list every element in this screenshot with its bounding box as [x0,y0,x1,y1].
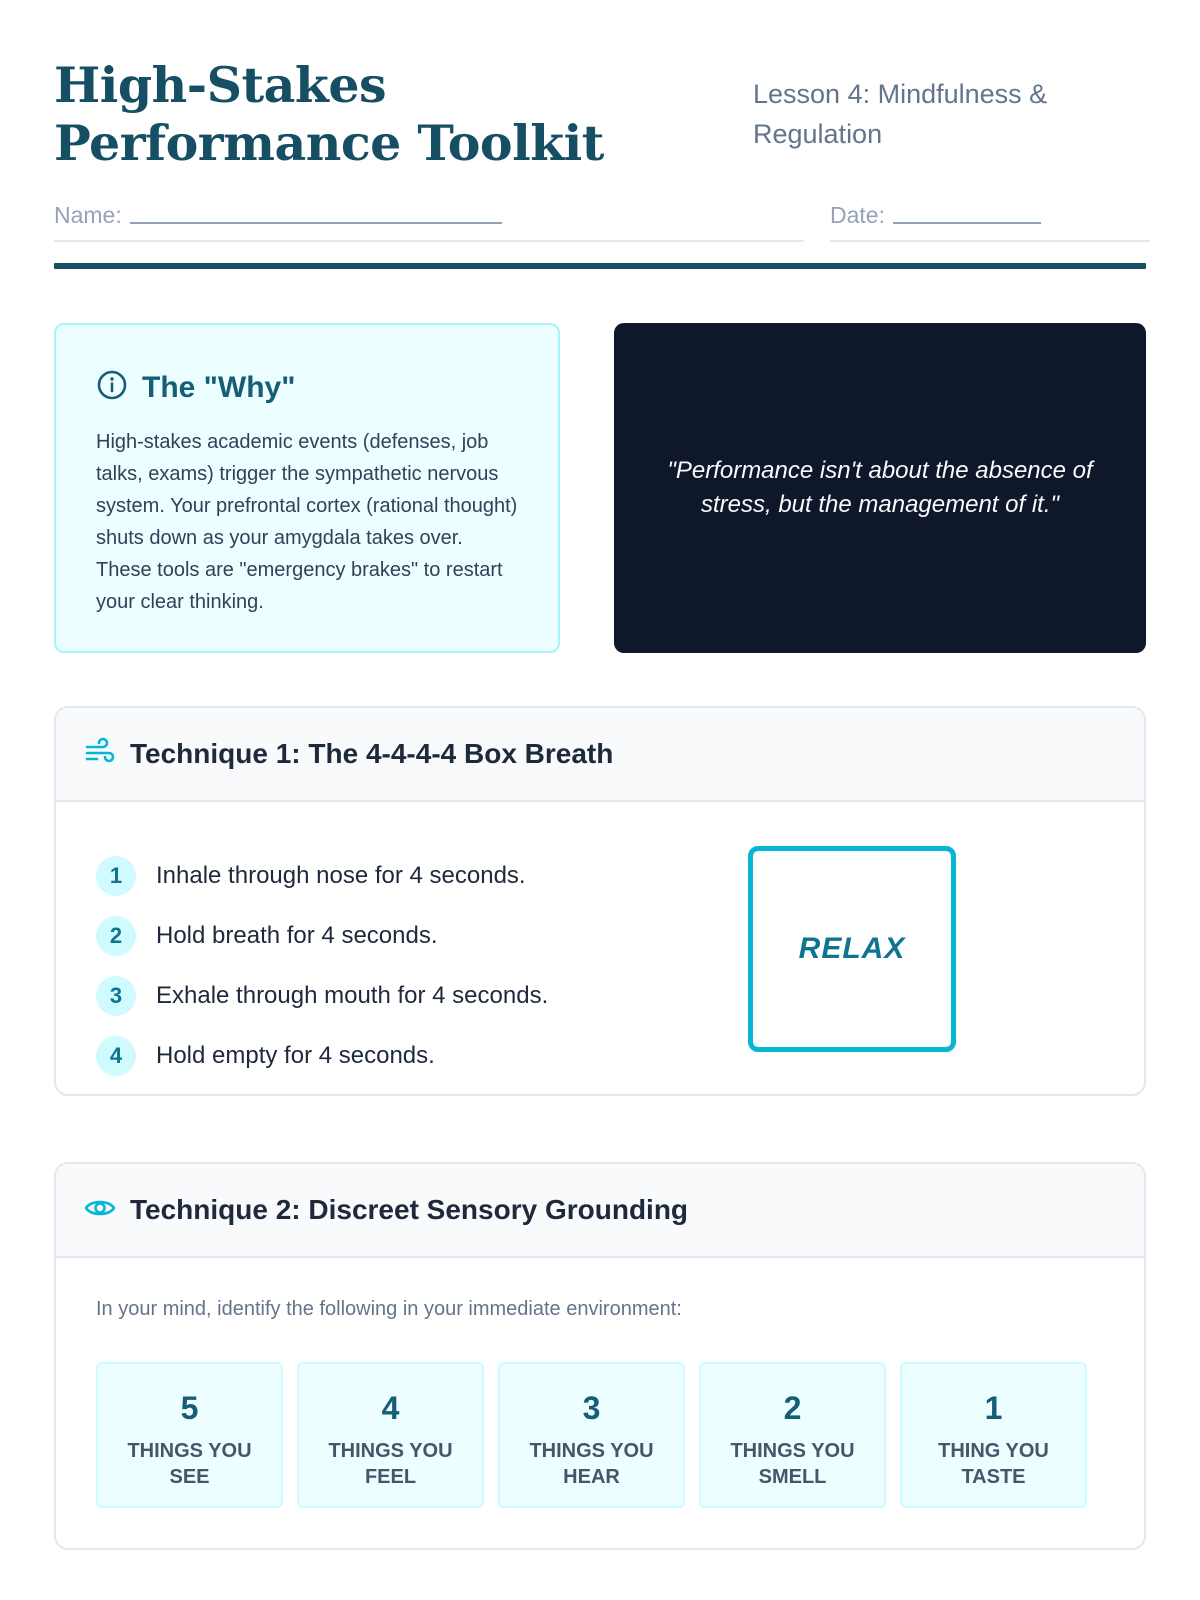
technique-2-header [56,1164,1144,1258]
why-body: High-stakes academic events (defenses, job talks, exams) trigger the sympathetic nervous system. Your prefrontal cortex (rational thought) shuts down as your amygdala takes over. These tools are "emergency brakes" to restart your clear thinking. [96,431,518,613]
sense-label: THINGS YOU SEE [127,1440,252,1488]
header-divider [54,263,1146,269]
step-item [96,1026,548,1086]
sense-tile-see [96,1362,283,1508]
sense-tile-smell [699,1362,886,1508]
step-number: 4 [96,1036,136,1076]
grounding-instructions: In your mind, identify the following in your immediate environment: [96,1298,682,1320]
sense-count: 4 [381,1390,400,1426]
worksheet-header [54,0,1146,270]
date-label: Date: [830,202,885,228]
step-number: 3 [96,976,136,1016]
eye-icon [84,1192,116,1229]
relax-label: RELAX [798,932,906,965]
box-breath-steps [96,846,548,1086]
why-header [96,369,518,406]
sense-count: 1 [984,1390,1003,1426]
date-blank-line[interactable] [893,202,1041,224]
sense-label: THING YOU TASTE [938,1440,1049,1488]
sense-label: THINGS YOU HEAR [529,1440,654,1488]
relax-box-visual [748,846,956,1052]
sense-tile-taste [900,1362,1087,1508]
date-field[interactable] [830,202,1150,242]
info-icon [96,369,128,406]
step-text: Inhale through nose for 4 seconds. [156,862,526,889]
wind-icon [84,736,116,773]
quote-panel [614,323,1146,653]
technique-1-title: Technique 1: The 4-4-4-4 Box Breath [130,738,614,769]
sense-label: THINGS YOU FEEL [328,1440,453,1488]
sense-count: 5 [180,1390,199,1426]
sense-count: 3 [582,1390,601,1426]
intro-row [54,323,1146,653]
step-item [96,966,548,1026]
step-item [96,906,548,966]
technique-2-title: Technique 2: Discreet Sensory Grounding [130,1194,689,1225]
step-number: 2 [96,916,136,956]
step-number: 1 [96,856,136,896]
why-title: The "Why" [142,370,296,404]
technique-1-card [54,706,1146,1096]
name-label: Name: [54,202,122,228]
step-item [96,846,548,906]
sense-tile-hear [498,1362,685,1508]
name-field[interactable] [54,202,804,242]
technique-2-card [54,1162,1146,1550]
sense-label: THINGS YOU SMELL [730,1440,855,1488]
senses-grid [96,1362,1087,1508]
name-blank-line[interactable] [130,202,502,224]
why-panel [54,323,560,653]
sense-tile-feel [297,1362,484,1508]
quote-text: "Performance isn't about the absence of stress, but the management of it." [667,457,1093,518]
lesson-subtitle: Lesson 4: Mindfulness & Regulation [753,79,1048,149]
step-text: Hold breath for 4 seconds. [156,922,438,949]
step-text: Exhale through mouth for 4 seconds. [156,982,549,1009]
technique-1-header [56,708,1144,802]
sense-count: 2 [783,1390,802,1426]
page-title: High-Stakes Performance Toolkit [54,56,604,172]
step-text: Hold empty for 4 seconds. [156,1042,435,1069]
